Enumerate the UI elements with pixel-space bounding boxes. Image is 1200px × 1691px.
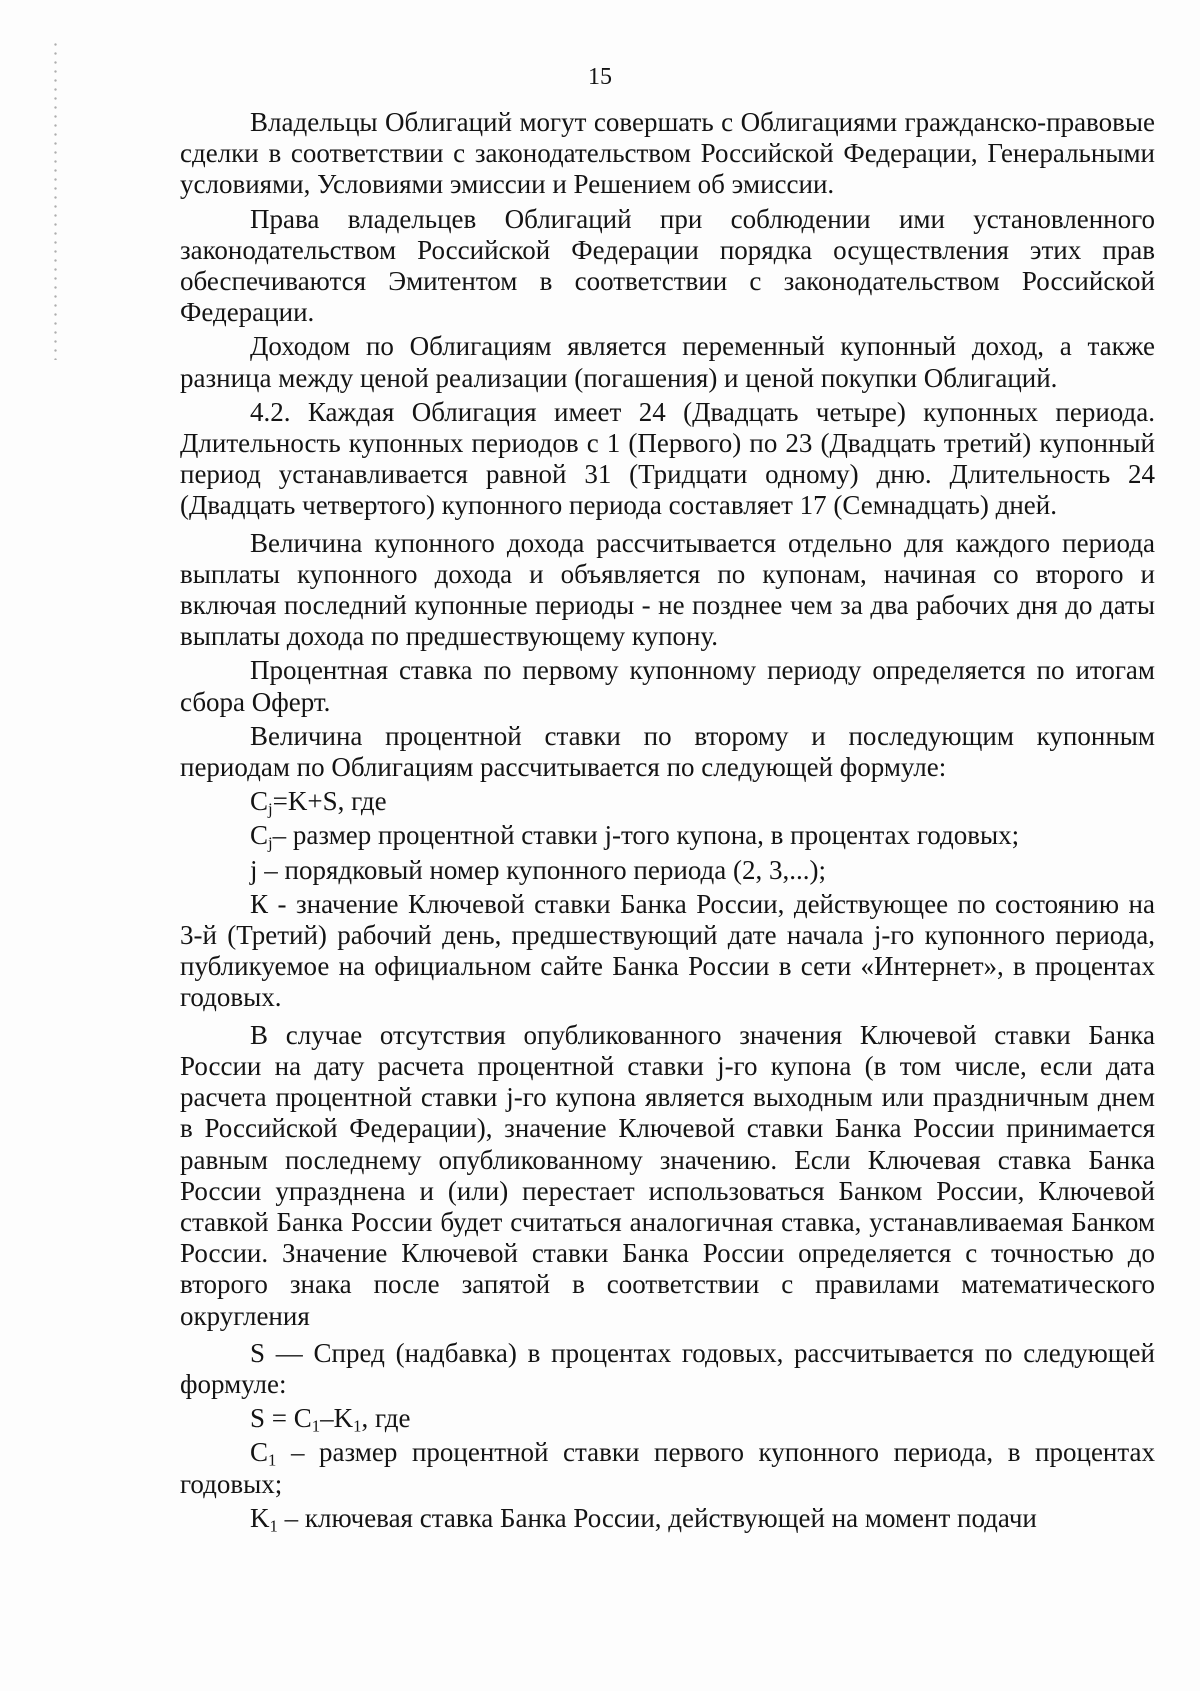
definition-c1-subscript: 1	[268, 1451, 277, 1470]
page-number: 15	[588, 64, 612, 90]
paragraph-income: Доходом по Облигациям является переменный купонный доход, а также разница между ценой реализации (погашения) и ценой покупки Облигаций.	[180, 331, 1155, 393]
definition-k1-text: – ключевая ставка Банка России, действующей на момент подачи	[277, 1502, 1037, 1533]
definition-s: S — Спред (надбавка) в процентах годовых, рассчитывается по следующей формуле:	[180, 1337, 1155, 1399]
definition-k1	[180, 1503, 1155, 1534]
paragraph-bond-transactions: Владельцы Облигаций могут совершать с Облигациями гражданско-правовые сделки в соответствии с законодательством Российской Федерации, Генеральными условиями, Условиями эмиссии и Решением об эмиссии.	[180, 107, 1155, 200]
formula-s-rest: , где	[361, 1403, 411, 1434]
paragraph-first-coupon-rate: Процентная ставка по первому купонному периоду определяется по итогам сбора Оферт.	[180, 655, 1155, 717]
formula-cj-rest: =K+S, где	[272, 786, 387, 817]
definition-c1	[180, 1437, 1155, 1499]
definition-cj-subscript: j	[268, 834, 273, 854]
formula-s-subscript-k: 1	[353, 1416, 362, 1436]
definition-c1-text: – размер процентной ставки первого купонного периода, в процентах годовых;	[180, 1437, 1155, 1499]
formula-s-subscript-c: 1	[311, 1416, 321, 1436]
formula-cj-symbol: C	[250, 786, 269, 817]
paragraph-owner-rights: Права владельцев Облигаций при соблюдении ими установленного законодательством Российской Федерации порядка осуществления этих прав обеспечиваются Эмитентом в соответствии с законодательством Российской Федерации.	[180, 203, 1155, 328]
formula-s-left: S = C	[250, 1403, 312, 1434]
definition-k: К - значение Ключевой ставки Банка России, действующее по состоянию на 3-й (Третий) рабочий день, предшествующий дате начала j-го купонного периода, публикуемое на официальном сайте Банка России в сети «Интернет», в процентах годовых.	[180, 888, 1155, 1013]
definition-c1-symbol: C	[250, 1437, 269, 1468]
definition-cj-symbol: C	[250, 820, 269, 851]
document-body	[180, 107, 1155, 1534]
paragraph-rate-formula-intro: Величина процентной ставки по второму и последующим купонным периодам по Облигациям рассчитывается по следующей формуле:	[180, 720, 1155, 783]
formula-cj	[180, 786, 1155, 817]
formula-cj-subscript: j	[268, 799, 273, 819]
paragraph-key-rate-absence: В случае отсутствия опубликованного значения Ключевой ставки Банка России на дату расчета процентной ставки j-го купона (в том числе, если дата расчета процентной ставки j-го купона является выходным или праздничным днем в Российской Федерации), значение Ключевой ставки Банка России принимается равным последнему опубликованному значению. Если Ключевая ставка Банка России упразднена и (или) перестает использоваться Банком России, Ключевой ставкой Банка России будет считаться аналогичная ставка, устанавливаемая Банком России. Значение Ключевой ставки Банка России определяется с точностью до второго знака после запятой в соответствии с правилами математического округления	[180, 1019, 1155, 1331]
formula-s-mid: –K	[320, 1403, 354, 1434]
definition-j: j – порядковый номер купонного периода (2, 3,...);	[250, 854, 826, 885]
definition-cj	[180, 820, 1155, 854]
definition-cj-text: – размер процентной ставки j-того купона, в процентах годовых;	[272, 820, 1020, 851]
formula-s	[180, 1403, 1155, 1434]
paragraph-coupon-periods: 4.2. Каждая Облигация имеет 24 (Двадцать четыре) купонных периода. Длительность купонных периодов с 1 (Первого) по 23 (Двадцать третий) купонный период устанавливается равной 31 (Тридцати одному) дню. Длительность 24 (Двадцать четвертого) купонного периода составляет 17 (Семнадцать) дней.	[180, 396, 1155, 521]
paragraph-coupon-income: Величина купонного дохода рассчитывается отдельно для каждого периода выплаты купонного дохода и объявляется по купонам, начиная со второго и включая последний купонные периоды - не позднее чем за два рабочих дня до даты выплаты дохода по предшествующему купону.	[180, 527, 1155, 652]
definition-k1-subscript: 1	[269, 1516, 278, 1536]
definition-k1-symbol: K	[250, 1502, 270, 1533]
